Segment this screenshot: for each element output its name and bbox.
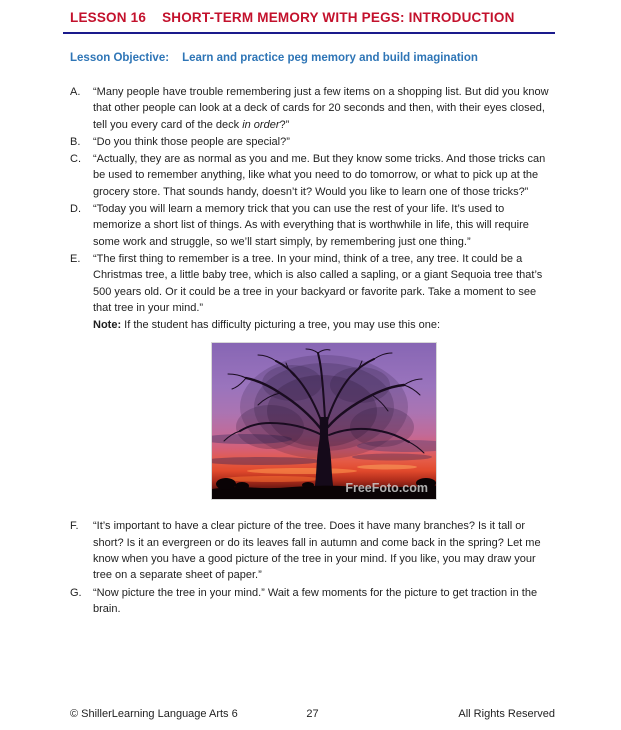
item-letter: E. [70,252,81,265]
item-text: “Do you think those people are special?” [93,135,290,148]
item-letter: A. [70,86,81,98]
lesson-number-label: LESSON 16 [70,10,147,25]
item-text: “Now picture the tree in your mind.” Wait a few moments for the picture to get traction in the brain. [93,586,538,615]
list-item-d [70,201,555,250]
lesson-objective-label: Lesson Objective: [70,52,170,64]
note-text: If the student has difficulty picturing a tree, you may use this one: [121,319,441,332]
lesson-title-text: SHORT-TERM MEMORY WITH PEGS: INTRODUCTION [162,10,515,25]
title-rule [63,32,555,34]
item-text-tail-segment: ?” [279,118,290,131]
list-item-b [70,134,555,150]
list-item-f [70,518,555,583]
footer [70,708,555,720]
figure [93,342,555,500]
item-letter: D. [70,203,81,216]
watermark-text: FreeFoto.com [345,481,428,496]
footer-page-number: 27 [306,708,319,720]
footer-copyright: © ShillerLearning Language Arts 6 [70,708,238,720]
item-letter: F. [70,520,79,533]
item-text-italic-segment: in order [242,118,280,131]
item-text: “Actually, they are as normal as you and me. But they know some tricks. And those tricks can be used to remember anything, like what you need to do tomorrow, or what to pick up at the grocery store. That sounds handy, doesn’t it? Would you like to learn one of those tricks?” [93,153,546,198]
script-list [70,84,555,617]
note [93,317,555,333]
list-item-g [70,585,555,618]
list-item-c [70,151,555,200]
lesson-objective [70,52,555,64]
item-text: “The first thing to remember is a tree. In your mind, think of a tree, any tree. It could be a Christmas tree, a little baby tree, which is also called a sapling, or a giant Sequoia tree that’s 500 years old. Or it could be a tree in your backyard or favorite park. Take a moment to see that tree in your mind.” [93,252,543,314]
note-label: Note: [93,319,122,332]
item-text: “Today you will learn a memory trick that you can use the rest of your life. It’s used to memorize a short list of things. As with everything that is worthwhile in life, this will require some work and struggle, so we’ll start simply, by remembering just one thing.” [93,203,529,248]
item-letter: C. [70,153,81,166]
tree-sunset-photo [211,342,437,500]
header [70,10,555,34]
item-text-segment: “Many people have trouble remembering just a few items on a shopping list. But did you know that other people can look at a deck of cards for 20 seconds and then, with their eyes closed, tell you every card of the deck [93,86,549,131]
lesson-objective-text: Learn and practice peg memory and build imagination [182,52,478,64]
item-text: “It’s important to have a clear picture of the tree. Does it have many branches? Is it tall or short? Is it an evergreen or do its leaves fall in autumn and come back in the spring? Let me know when you have a good picture of the tree in your mind. If you like, you may draw your tree on a separate sheet of paper.” [93,520,541,582]
list-item-a [70,84,555,133]
item-text [93,84,555,133]
list-item-e [70,251,555,316]
item-letter: B. [70,135,81,148]
page-title [70,10,555,25]
item-letter: G. [70,586,82,599]
footer-rights: All Rights Reserved [458,708,555,720]
